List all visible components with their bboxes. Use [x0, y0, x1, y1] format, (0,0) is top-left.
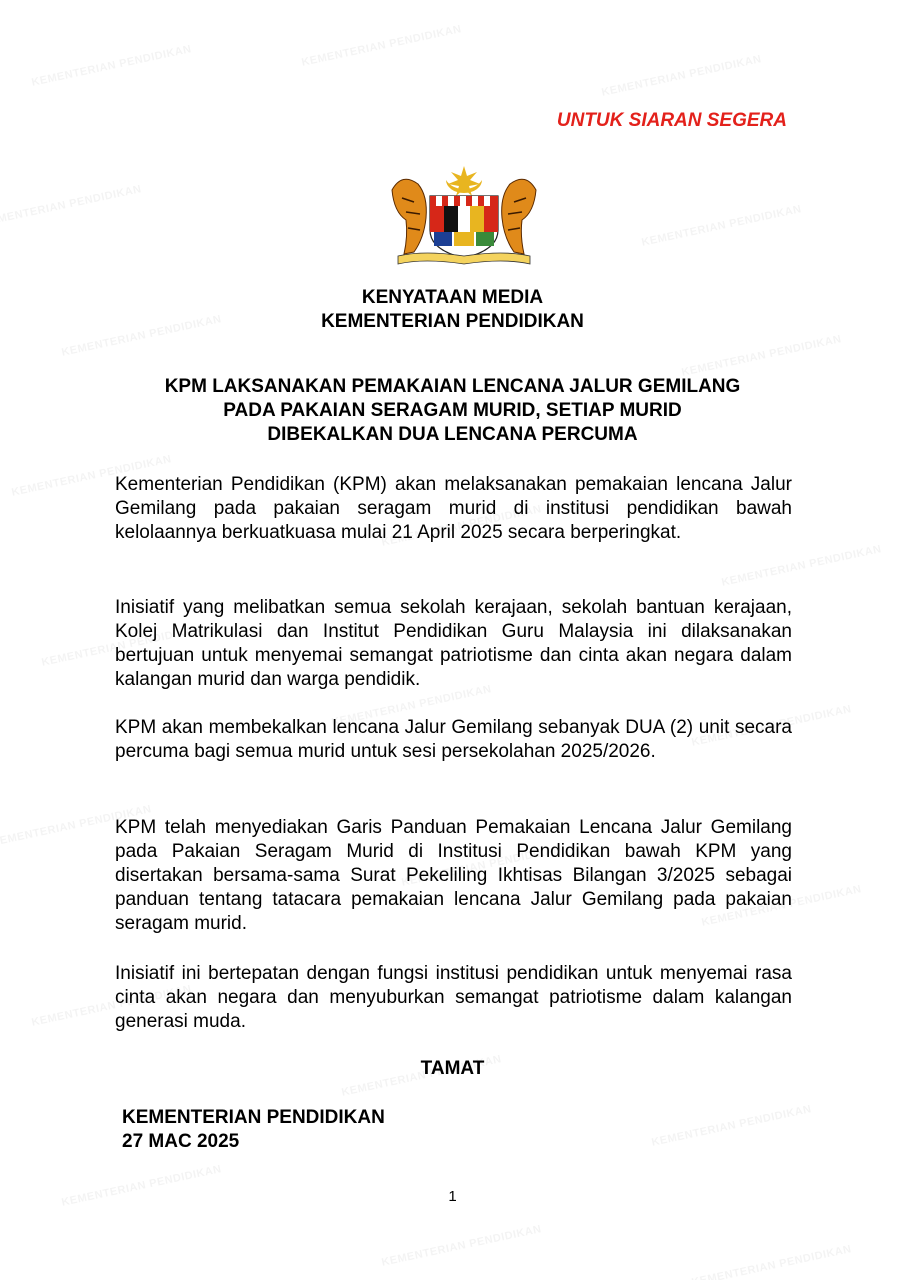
malaysia-coat-of-arms-icon: [384, 160, 544, 270]
paragraph-4: KPM telah menyediakan Garis Panduan Pemakaian Lencana Jalur Gemilang pada Pakaian Seragam Murid di Institusi Pendidikan bawah KPM yang disertakan bersama-sama Surat Pekeliling Ikhtisas Bilangan 3/2025 sebagai panduan tentang tatacara pemakaian lencana Jalur Gemilang pada pakaian seragam murid.: [115, 817, 792, 934]
title-line-2: PADA PAKAIAN SERAGAM MURID, SETIAP MURID: [223, 400, 682, 421]
ministry-heading: KEMENTERIAN PENDIDIKAN: [321, 311, 584, 332]
media-statement-heading: [0, 286, 905, 334]
signature-ministry: KEMENTERIAN PENDIDIKAN: [122, 1107, 385, 1128]
paragraph-3: KPM akan membekalkan lencana Jalur Gemilang sebanyak DUA (2) unit secara percuma bagi semua murid untuk sesi persekolahan 2025/2026.: [115, 717, 792, 762]
title-line-3: DIBEKALKAN DUA LENCANA PERCUMA: [267, 424, 638, 445]
title-line-1: KPM LAKSANAKAN PEMAKAIAN LENCANA JALUR GEMILANG: [164, 376, 741, 397]
press-release-title: [0, 375, 905, 447]
page-number: 1: [448, 1188, 457, 1205]
signature-block: [122, 1106, 385, 1154]
signature-date: 27 MAC 2025: [122, 1131, 240, 1152]
end-marker: TAMAT: [420, 1058, 485, 1079]
paragraph-5: Inisiatif ini bertepatan dengan fungsi institusi pendidikan untuk menyemai rasa cinta akan negara dan menyuburkan semangat patriotisme dalam kalangan generasi muda.: [115, 963, 792, 1032]
media-statement-label: KENYATAAN MEDIA: [361, 287, 544, 308]
paragraph-2: Inisiatif yang melibatkan semua sekolah kerajaan, sekolah bantuan kerajaan, Kolej Matrikulasi dan Institut Pendidikan Guru Malaysia ini dilaksanakan bertujuan untuk menyemai semangat patriotisme dan cinta akan negara dalam kalangan murid dan warga pendidik.: [115, 597, 792, 690]
release-label: UNTUK SIARAN SEGERA: [556, 110, 787, 131]
paragraph-1: Kementerian Pendidikan (KPM) akan melaksanakan pemakaian lencana Jalur Gemilang pada pakaian seragam murid di institusi pendidikan bawah kelolaannya berkuatkuasa mulai 21 April 2025 secara berperingkat.: [115, 474, 792, 543]
